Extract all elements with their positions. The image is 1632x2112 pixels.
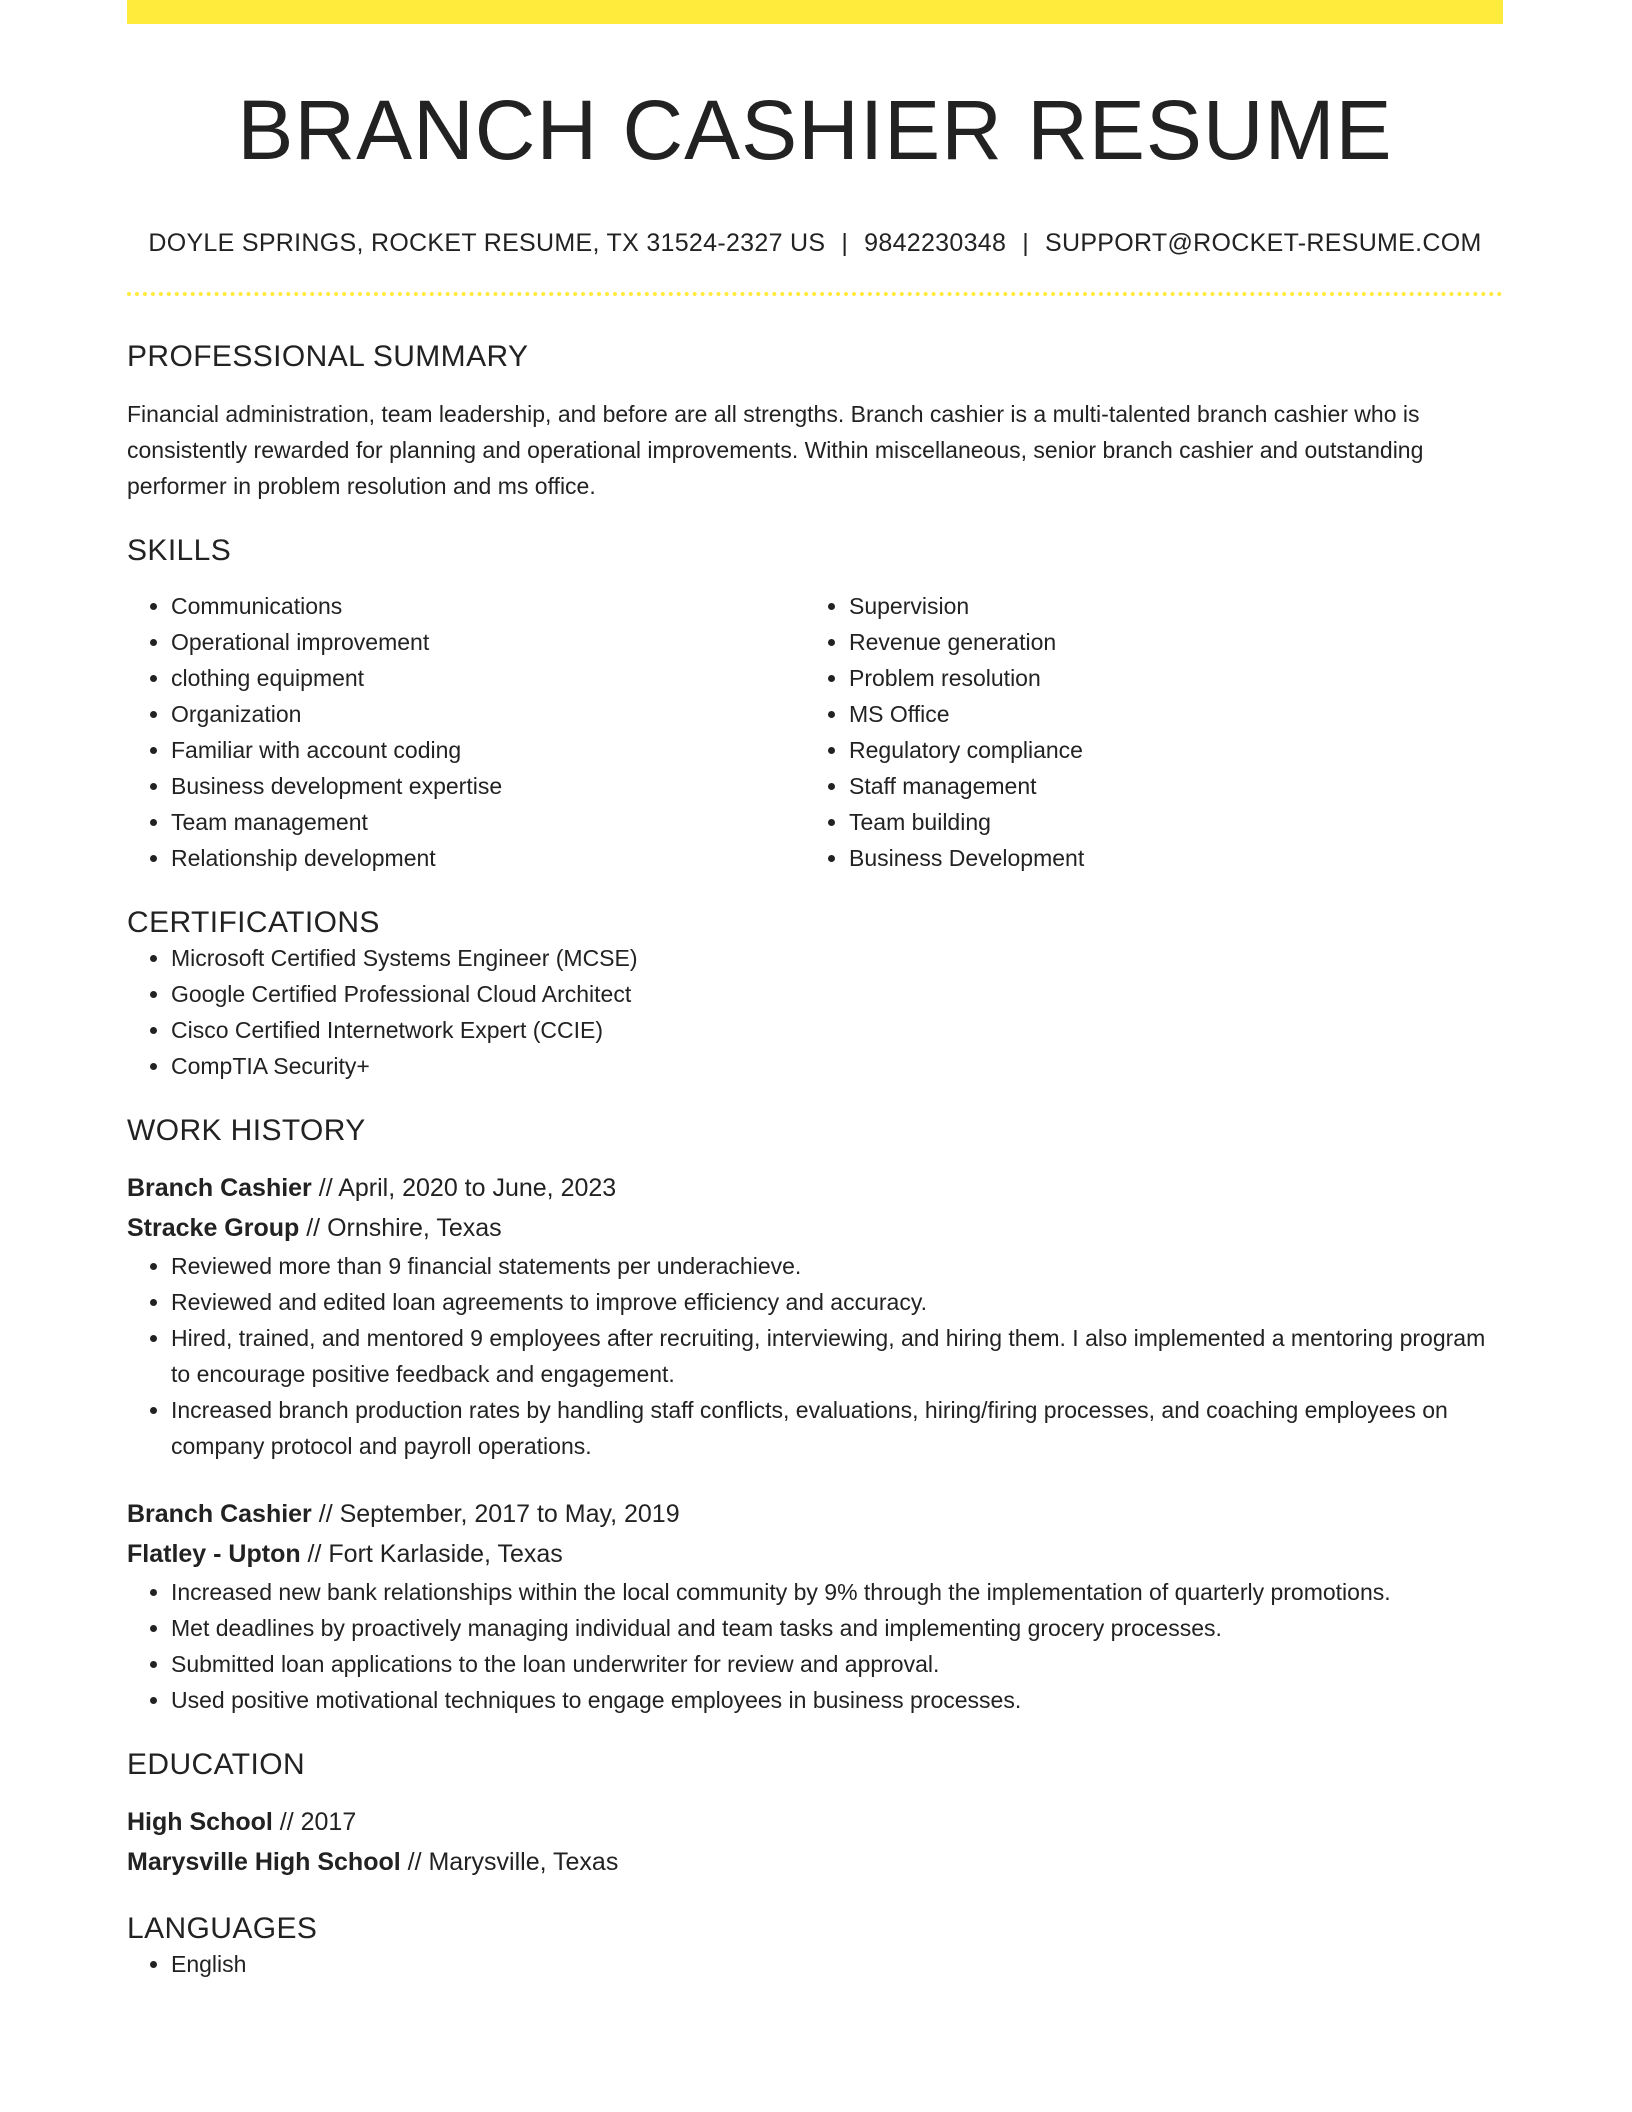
skill-item: • Problem resolution [849, 660, 1483, 696]
contact-email: SUPPORT@ROCKET-RESUME.COM [1045, 228, 1482, 257]
skills-heading: SKILLS [127, 533, 232, 567]
skill-item: • Relationship development [171, 840, 805, 876]
job-dates: // September, 2017 to May, 2019 [311, 1499, 680, 1528]
job-company: Stracke Group [127, 1213, 300, 1242]
resume-title: BRANCH CASHIER RESUME [237, 83, 1393, 177]
certification-item: • CompTIA Security+ [171, 1048, 1503, 1084]
skills-left-list [127, 588, 805, 876]
job-role: Branch Cashier [127, 1499, 312, 1528]
skill-item: • Revenue generation [849, 624, 1483, 660]
resume-page [127, 0, 1503, 1982]
skills-right-list [805, 588, 1483, 876]
job-bullet: • Submitted loan applications to the loan underwriter for review and approval. [171, 1646, 1503, 1682]
dotted-divider [127, 292, 1503, 296]
contact-separator: | [841, 228, 849, 257]
education-location: // Marysville, Texas [400, 1847, 619, 1876]
contact-line [127, 229, 1503, 258]
job-title-line [127, 1168, 1503, 1208]
language-item: • English [171, 1946, 1503, 1982]
job-bullets [127, 1574, 1503, 1718]
languages-list [127, 1946, 1503, 1982]
job-location: // Ornshire, Texas [299, 1213, 502, 1242]
skill-item: • MS Office [849, 696, 1483, 732]
job-bullet: • Reviewed and edited loan agreements to improve efficiency and accuracy. [171, 1284, 1503, 1320]
certification-item: • Cisco Certified Internetwork Expert (CCIE) [171, 1012, 1503, 1048]
education-degree: High School [127, 1807, 273, 1836]
education-heading: EDUCATION [127, 1747, 306, 1781]
skill-item: • Business development expertise [171, 768, 805, 804]
skill-item: • Regulatory compliance [849, 732, 1483, 768]
job-company-line [127, 1208, 1503, 1248]
certification-item: • Google Certified Professional Cloud Architect [171, 976, 1503, 1012]
certifications-heading: CERTIFICATIONS [127, 905, 380, 939]
job-company-line [127, 1534, 1503, 1574]
contact-address: DOYLE SPRINGS, ROCKET RESUME, TX 31524-2327 US [148, 228, 826, 257]
job-bullets [127, 1248, 1503, 1464]
job-bullet: • Used positive motivational techniques to engage employees in business processes. [171, 1682, 1503, 1718]
work-history-heading: WORK HISTORY [127, 1113, 366, 1147]
job-location: // Fort Karlaside, Texas [300, 1539, 563, 1568]
education-year: // 2017 [272, 1807, 357, 1836]
job-company: Flatley - Upton [127, 1539, 301, 1568]
job-title-line [127, 1494, 1503, 1534]
skill-item: • Communications [171, 588, 805, 624]
education-degree-line [127, 1802, 1503, 1842]
education-school: Marysville High School [127, 1847, 401, 1876]
skill-item: • Team building [849, 804, 1483, 840]
skill-item: • Business Development [849, 840, 1483, 876]
skills-columns [127, 588, 1503, 876]
skill-item: • Supervision [849, 588, 1483, 624]
skill-item: • Operational improvement [171, 624, 805, 660]
summary-heading: PROFESSIONAL SUMMARY [127, 339, 529, 373]
certification-item: • Microsoft Certified Systems Engineer (MCSE) [171, 940, 1503, 976]
job-bullet: • Hired, trained, and mentored 9 employees after recruiting, interviewing, and hiring them. I also implemented a mentoring program to encourage positive feedback and engagement. [171, 1320, 1503, 1392]
certifications-list [127, 940, 1503, 1084]
job-bullet: • Increased new bank relationships within the local community by 9% through the implementation of quarterly promotions. [171, 1574, 1503, 1610]
skill-item: • Team management [171, 804, 805, 840]
skill-item: • Organization [171, 696, 805, 732]
job-bullet: • Met deadlines by proactively managing individual and team tasks and implementing grocery processes. [171, 1610, 1503, 1646]
skill-item: • clothing equipment [171, 660, 805, 696]
job-role: Branch Cashier [127, 1173, 312, 1202]
job-bullet: • Increased branch production rates by handling staff conflicts, evaluations, hiring/firing processes, and coaching employees on company protocol and payroll operations. [171, 1392, 1503, 1464]
job-dates: // April, 2020 to June, 2023 [311, 1173, 617, 1202]
languages-heading: LANGUAGES [127, 1911, 318, 1945]
accent-top-bar [127, 0, 1503, 24]
contact-phone: 9842230348 [864, 228, 1007, 257]
education-school-line [127, 1842, 1503, 1882]
skill-item: • Staff management [849, 768, 1483, 804]
contact-separator: | [1022, 228, 1029, 257]
skill-item: • Familiar with account coding [171, 732, 805, 768]
summary-text: Financial administration, team leadership, and before are all strengths. Branch cashier is a multi-talented branch cashier who is consistently rewarded for planning and operational improvements. Within miscellaneous, senior branch cashier and outstanding performer in problem resolution and ms office. [127, 400, 1424, 499]
job-bullet: • Reviewed more than 9 financial statements per underachieve. [171, 1248, 1503, 1284]
